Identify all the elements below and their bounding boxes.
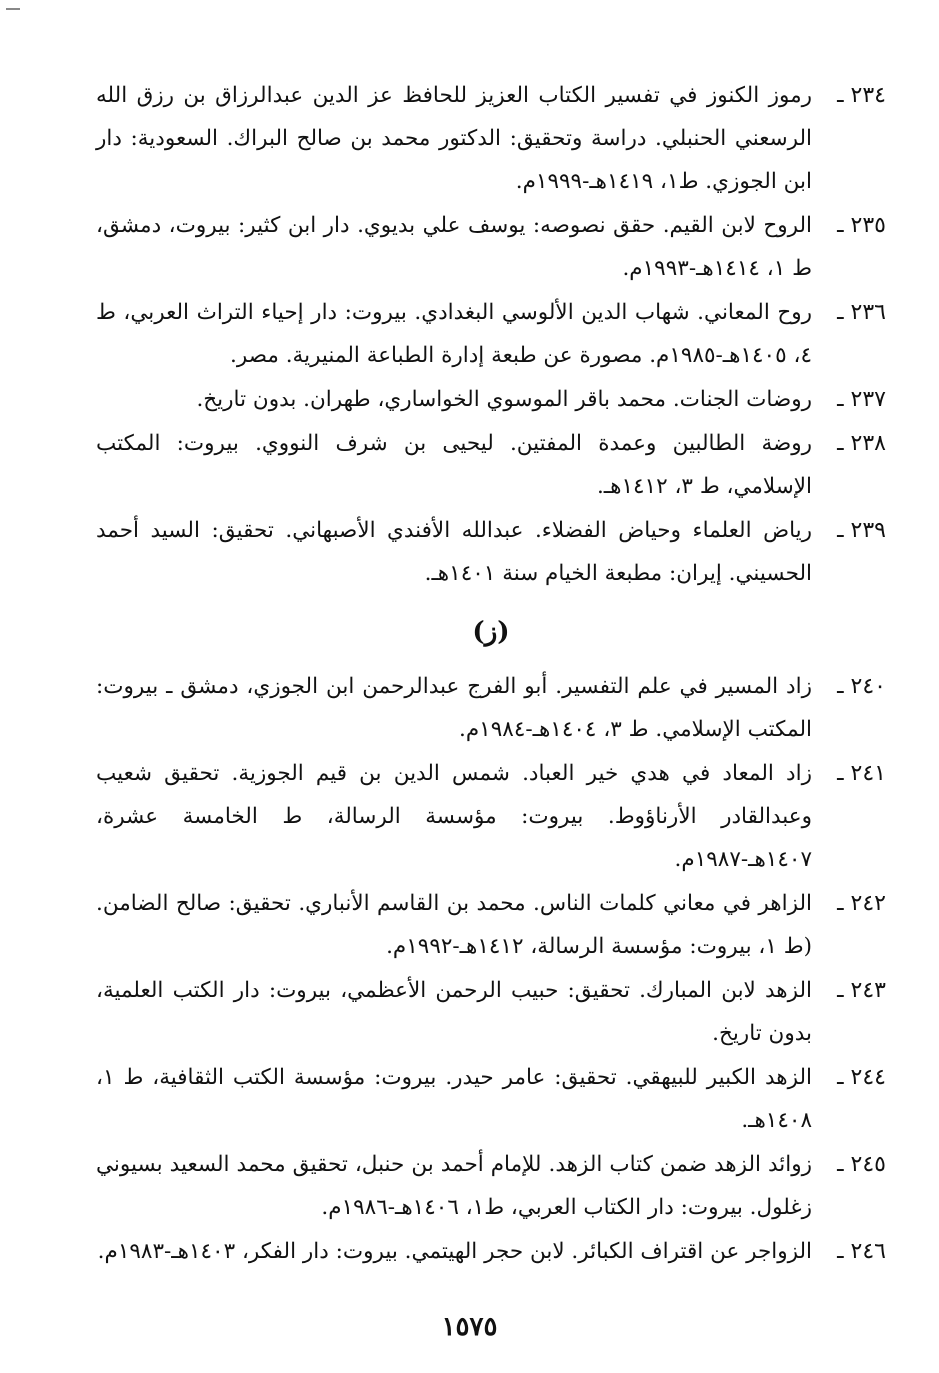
entry-text: رموز الكنوز في تفسير الكتاب العزيز للحافظ عز الدين عبدالرزاق بن رزق الله الرسعني الحنبلي. دراسة وتحقيق: الدكتور محمد بن صالح البراك. السعودية: دار ابن الجوزي. ط١، ١٤١٩هـ-١٩٩٩م. bbox=[96, 83, 812, 194]
entry-number: ٢٤٣ ـ bbox=[837, 978, 886, 1003]
entry-number: ٢٤٥ ـ bbox=[837, 1152, 886, 1177]
bibliography-entry bbox=[96, 74, 886, 203]
entry-text: روح المعاني. شهاب الدين الألوسي البغدادي. بيروت: دار إحياء التراث العربي، ط ٤، ١٤٠٥هـ-١٩٨٥م. مصورة عن طبعة إدارة الطباعة المنيرية. مصر. bbox=[96, 300, 812, 368]
entry-number: ٢٤٦ ـ bbox=[837, 1239, 886, 1264]
entry-number: ٢٣٤ ـ bbox=[837, 83, 886, 108]
entry-number: ٢٤٤ ـ bbox=[837, 1065, 886, 1090]
bibliography-entry bbox=[96, 665, 886, 751]
entry-text: الروح لابن القيم. حقق نصوصه: يوسف علي بديوي. دار ابن كثير: بيروت، دمشق، ط ١، ١٤١٤هـ-١٩٩٣م. bbox=[96, 213, 812, 281]
entry-text: زاد المعاد في هدي خير العباد. شمس الدين بن قيم الجوزية. تحقيق شعيب وعبدالقادر الأرناؤوط. بيروت: مؤسسة الرسالة، ط الخامسة عشرة، ١٤٠٧هـ-١٩٨٧م. bbox=[96, 761, 812, 872]
entry-number: ٢٤٢ ـ bbox=[837, 891, 886, 916]
bibliography-list bbox=[96, 74, 886, 1274]
entry-number: ٢٤١ ـ bbox=[837, 761, 886, 786]
page-number: ١٥٧٥ bbox=[441, 1312, 498, 1342]
entry-text: الزاهر في معاني كلمات الناس. محمد بن القاسم الأنباري. تحقيق: صالح الضامن. (ط ١، بيروت: مؤسسة الرسالة، ١٤١٢هـ-١٩٩٢م. bbox=[96, 891, 812, 959]
entry-number: ٢٣٦ ـ bbox=[837, 300, 886, 325]
bibliography-entry bbox=[96, 291, 886, 377]
bibliography-entry bbox=[96, 752, 886, 881]
bibliography-entry bbox=[96, 378, 886, 421]
entry-text: روضات الجنات. محمد باقر الموسوي الخواساري، طهران. بدون تاريخ. bbox=[196, 387, 812, 412]
entry-text: رياض العلماء وحياض الفضلاء. عبدالله الأفندي الأصبهاني. تحقيق: السيد أحمد الحسيني. إيران: مطبعة الخيام سنة ١٤٠١هـ. bbox=[96, 518, 812, 586]
scan-corner-mark bbox=[6, 8, 20, 10]
bibliography-entry bbox=[96, 969, 886, 1055]
bibliography-entry bbox=[96, 509, 886, 595]
entries-group-zay bbox=[96, 665, 886, 1273]
bibliography-entry bbox=[96, 882, 886, 968]
entry-number: ٢٣٧ ـ bbox=[837, 387, 886, 412]
section-heading-zay: (ز) bbox=[472, 617, 510, 647]
bibliography-entry bbox=[96, 422, 886, 508]
entry-text: روضة الطالبين وعمدة المفتين. ليحيى بن شرف النووي. بيروت: المكتب الإسلامي، ط ٣، ١٤١٢هـ. bbox=[96, 431, 812, 499]
entry-text: زوائد الزهد ضمن كتاب الزهد. للإمام أحمد بن حنبل، تحقيق محمد السعيد بسيوني زغلول. بيروت: دار الكتاب العربي، ط١، ١٤٠٦هـ-١٩٨٦م. bbox=[96, 1152, 812, 1220]
entry-number: ٢٣٩ ـ bbox=[837, 518, 886, 543]
entry-text: الزهد لابن المبارك. تحقيق: حبيب الرحمن الأعظمي، بيروت: دار الكتب العلمية، بدون تاريخ. bbox=[96, 978, 812, 1046]
entry-text: الزواجر عن اقتراف الكبائر. لابن حجر الهيتمي. بيروت: دار الفكر، ١٤٠٣هـ-١٩٨٣م. bbox=[97, 1239, 812, 1264]
entry-number: ٢٤٠ ـ bbox=[837, 674, 886, 699]
bibliography-entry bbox=[96, 1230, 886, 1273]
entry-text: زاد المسير في علم التفسير. أبو الفرج عبدالرحمن ابن الجوزي، دمشق ـ بيروت: المكتب الإسلامي. ط ٣، ١٤٠٤هـ-١٩٨٤م. bbox=[96, 674, 812, 742]
entry-text: الزهد الكبير للبيهقي. تحقيق: عامر حيدر. بيروت: مؤسسة الكتب الثقافية، ط ١، ١٤٠٨هـ. bbox=[96, 1065, 812, 1133]
entries-group-ra bbox=[96, 74, 886, 595]
entry-number: ٢٣٨ ـ bbox=[837, 431, 886, 456]
bibliography-entry bbox=[96, 1056, 886, 1142]
bibliography-entry bbox=[96, 1143, 886, 1229]
entry-number: ٢٣٥ ـ bbox=[837, 213, 886, 238]
bibliography-entry bbox=[96, 204, 886, 290]
